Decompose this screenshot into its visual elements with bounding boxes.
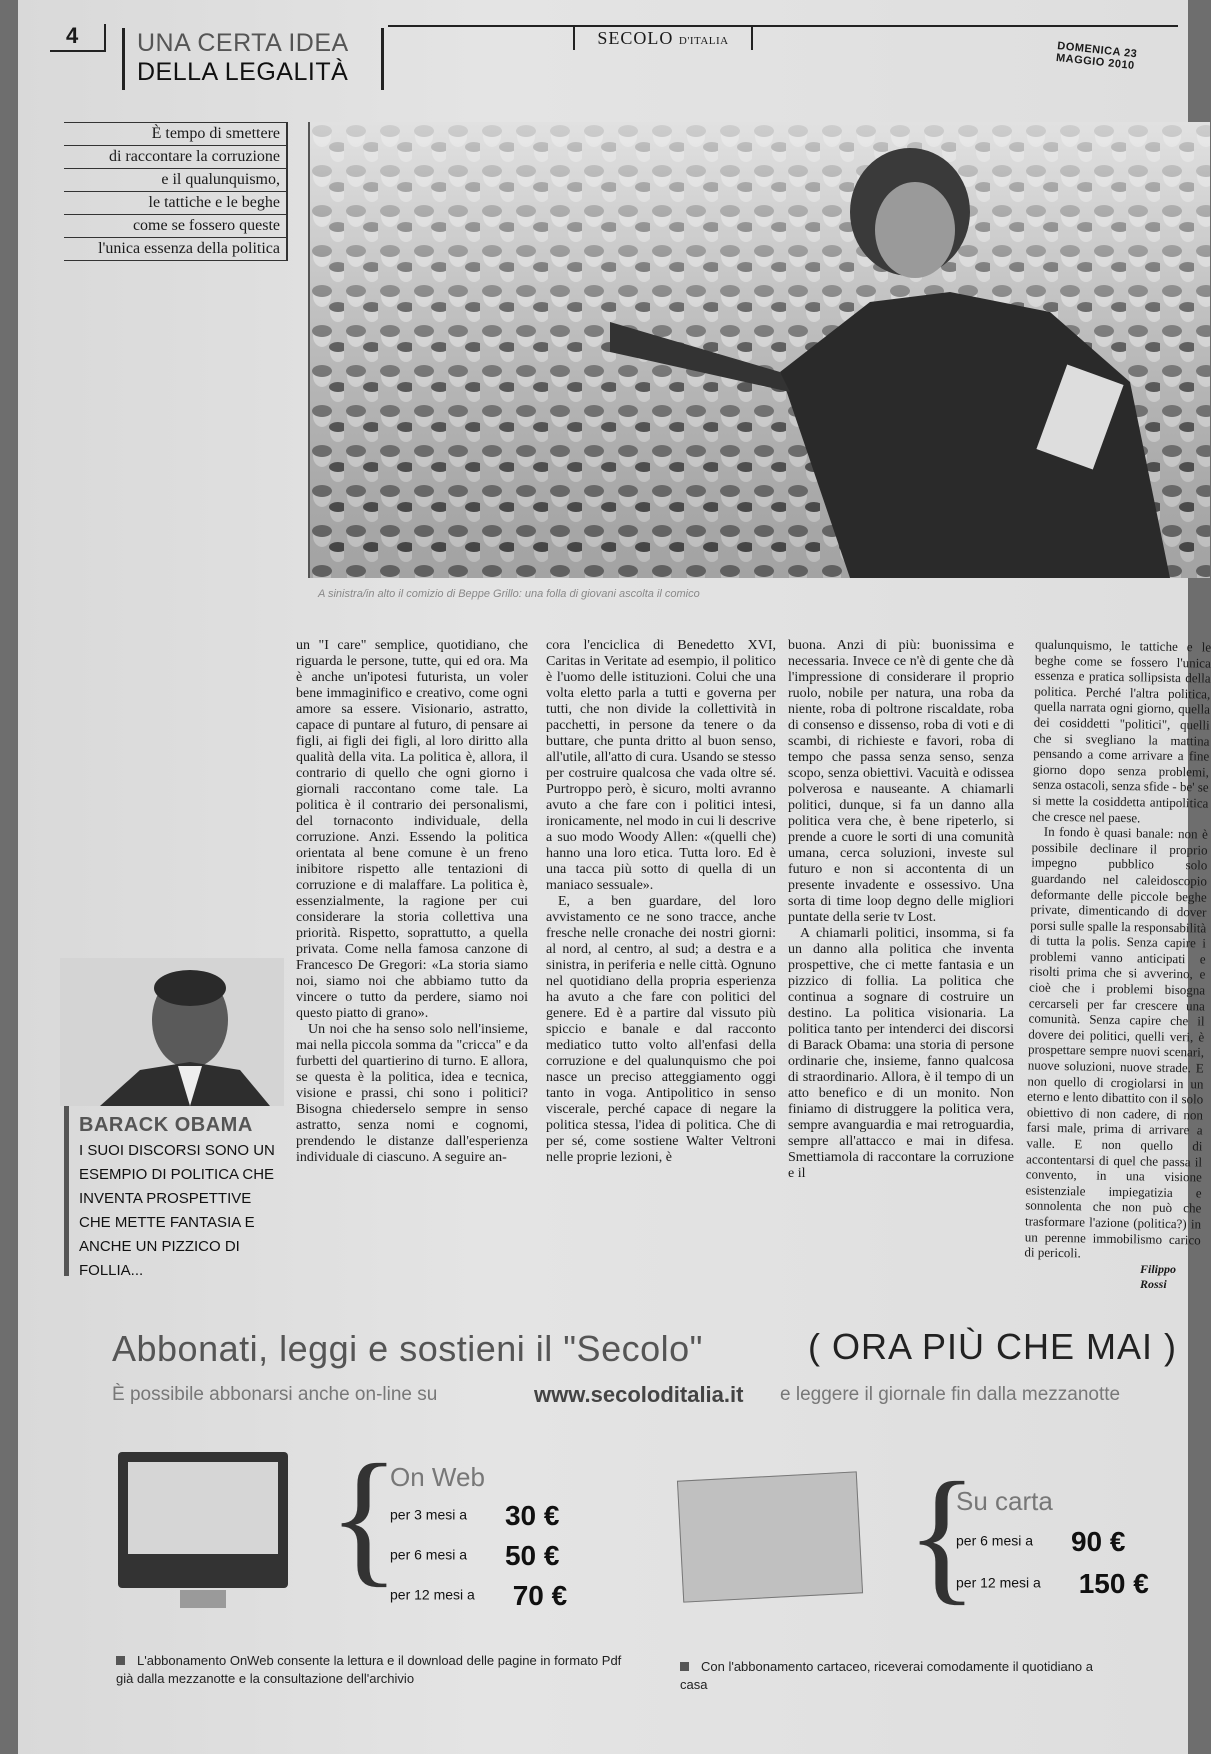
price-value: 90 € — [1070, 1526, 1126, 1557]
monitor-stand-icon — [180, 1590, 226, 1608]
monitor-icon — [118, 1452, 288, 1588]
ad-title: Abbonati, leggi e sostieni il "Secolo" — [112, 1328, 703, 1369]
article-paragraph: cora l'enciclica di Benedetto XVI, Caritas in Veritate ad esempio, il politico è l'uomo delle istituzioni. Colui che una volta eletto parla a tutti e governa per tutti, che non divide la collettività in pacchetti, in persone da tenere o da buttare, che punta dritto al buon senso, all'utile, all'atto di cura. Usando se stesso per costruire qualcosa che vada oltre sé. Purtroppo però, è sicuro, molti avranno avuto a che fare con i politici intesi, ironicamente, nel modo in cui li descrive a suo modo Woody Allen: «(quelli che) hanno una loro etica. Tutta loro. Ed è una tacca più sotto di quella di un maniaco sessuale». — [546, 638, 776, 893]
article-column-4 — [1024, 636, 1211, 1261]
section-title — [122, 28, 384, 90]
paper-price-row — [956, 1526, 1125, 1558]
article-paragraph: A chiamarli politici, insomma, si fa un danno alla politica che inventa prospettive, che ci mette fantasia e un pizzico di follia. La politica che continua a sognare di costruire un destino. La politica visionaria. La politica tanto per intenderci dei discorsi di Barack Obama: una storia di persone ordinarie che, insieme, fanno qualcosa di straordinario. Allora, è il tempo di un atto benefico e di un monito. Non finiamo di distruggere la politica vera, sempre avanguardia e mai retroguardia, sempre all'attacco e mai in difesa. Smettiamola di raccontare la corruzione e il — [788, 926, 1014, 1181]
pullquote — [64, 122, 288, 261]
article-column-2 — [546, 638, 776, 1278]
obama-quote: I SUOI DISCORSI SONO UN ESEMPIO DI POLITICA CHE INVENTA PROSPETTIVE CHE METTE FANTASIA E ANCHE UN PIZZICO DI FOLLIA... — [79, 1142, 275, 1279]
web-plan-title: On Web — [390, 1462, 485, 1492]
paper-price-row — [956, 1568, 1149, 1600]
subscription-ad — [60, 1300, 1210, 1754]
monitor-screen — [128, 1462, 278, 1554]
article-paragraph: un "I care" semplice, quotidiano, che riguarda le persone, tutte, qui ed ora. Ma è anche un'ipotesi futurista, un voler bene immaginifico e creativo, come ogni amore sa essere. Visionario, astratto, capace di puntare al futuro, di pensare ai figli, ai figli dei figli, al loro diritto alla qualità della vita. La politica è, allora, il contrario di quello che ogni giorno i giornali raccontano come tale. La politica è il contrario dei personalismi, del tornaconto individuale, della corruzione. Anzi. Essendo la politica orientata al bene comune è un freno inibitore rispetto alle tentazioni di corruzione e di malaffare. La politica è, essenzialmente, la ragione per cui considerare la storia collettiva una priorità. Rispetto, soprattutto, a quella privata. Come nella famosa canzone di Francesco De Gregori: «La storia siamo noi, siamo noi che abbiamo tutto da vincere o tutto da perdere, siamo noi questo piatto di grano». — [296, 638, 528, 1021]
crowd-photo-illustration — [310, 122, 1210, 578]
pullquote-line: come se fossero queste — [64, 215, 288, 238]
web-price-row — [390, 1540, 559, 1572]
price-value: 30 € — [504, 1500, 560, 1531]
section-title-line2: DELLA LEGALITÀ — [137, 58, 349, 86]
web-price-row — [390, 1500, 559, 1532]
pullquote-line: di raccontare la corruzione — [64, 146, 288, 169]
masthead-suffix: D'ITALIA — [678, 35, 729, 47]
web-note — [116, 1652, 636, 1688]
price-label: per 12 mesi a — [390, 1586, 475, 1603]
bullet-square-icon — [680, 1662, 689, 1671]
bullet-square-icon — [116, 1656, 125, 1665]
paper-note — [680, 1658, 1100, 1694]
article-paragraph: In fondo è quasi banale: non è possibile declinare il proprio impegno pubblico solo guardando nel caleidoscopio deformante delle piccole beghe private, dimenticando di dover porsi sulle spalle la responsabilità di tutta la polis. Senza capire i problemi vanno anticipati e risolti prima che si avverino, e cioè che i problemi bisogna cercarseli per far crescere una comunità. Senza capire che il dovere dei politici, quelli veri, è prospettare sempre nuovi scenari, nuove soluzioni, nuove strade. E non quello di crogiolarsi in un eterno e lento dibattito con il solo obiettivo di non cadere, di non farsi male, prima di arrivare a valle. E non quello di accontentarsi di quel che passa il convento, in una visione esistenziale impiegatizia e sonnolenta che non può che trasformare l'azione (politica?) in un perenne immobilismo carico di pericoli. — [1024, 823, 1208, 1261]
ad-highlight: ( ORA PIÙ CHE MAI ) — [808, 1326, 1178, 1367]
brace-icon: { — [906, 1452, 978, 1618]
pullquote-line: le tattiche e le beghe — [64, 192, 288, 215]
masthead-name: SECOLO — [597, 28, 674, 48]
pullquote-line: l'unica essenza della politica — [64, 238, 288, 261]
header-rule — [388, 25, 1178, 27]
web-price-row — [390, 1580, 567, 1612]
ad-url-link[interactable]: www.secoloditalia.it — [534, 1382, 744, 1407]
pullquote-line: È tempo di smettere — [64, 122, 288, 146]
author-signature: Filippo Rossi — [1140, 1262, 1177, 1291]
price-label: per 6 mesi a — [956, 1532, 1034, 1549]
masthead — [573, 26, 753, 50]
paper-note-text: Con l'abbonamento cartaceo, riceverai comodamente il quotidiano a casa — [680, 1659, 1093, 1692]
section-title-line1: UNA CERTA IDEA — [137, 29, 349, 57]
article-column-3 — [788, 638, 1014, 1278]
ad-subtitle-end: e leggere il giornale fin dalla mezzanotte — [780, 1384, 1121, 1405]
newspaper-image — [677, 1471, 863, 1602]
price-label: per 12 mesi a — [956, 1574, 1041, 1591]
article-paragraph: buona. Anzi di più: buonissima e necessaria. Invece ce n'è di gente che dà l'impressione di considerare il proprio ruolo, nobile per natura, una roba da niente, roba di poltrone riscaldate, roba di consenso e dissenso, roba di voti e di scambi, di richieste e favori, roba di tempo che passa senza senso, senza scopo, senza obiettivi. Vacuità e odissea polverosa e nauseante. A chiamarli politici, dunque, si fa un danno alla politica vera che, è bene ripeterlo, si prende a cuore le sorti di una comunità umana, cerca soluzioni, investe sul futuro e non si accontenta di un presente invadente e ossessivo. Una sorta di time loop degno delle migliori puntate della serie tv Lost. — [788, 638, 1014, 925]
obama-name: BARACK OBAMA — [79, 1114, 253, 1136]
issue-date: DOMENICA 23 MAGGIO 2010 — [1055, 40, 1138, 73]
web-note-text: L'abbonamento OnWeb consente la lettura e il download delle pagine in formato Pdf già dalla mezzanotte e la consultazione dell'archivio — [116, 1653, 622, 1686]
article-paragraph: qualunquismo, le tattiche e le beghe come se fossero l'unica essenza e pratica sollipsista della politica. Perché l'altra politica, quella narrata ogni giorno, quella dei cosiddetti "politici", quelli che si svegliano la mattina pensando a come arrivare a fine giorno dopo senza problemi, senza ostacoli, senza sfide - be' se si mette la cosiddetta antipolitica che cresce nel paese. — [1031, 636, 1211, 825]
article-paragraph: Un noi che ha senso solo nell'insieme, mai nella piccola somma da "cricca" e da furbetti del quartierino di turno. E allora, se questa è la politica, idea e tecnica, visione e prassi, chi sono i politici? Bisogna chiederselo sempre in senso astratto, senza nomi e cognomi, prendendo le distanze dall'esperienza individuale di ciascuno. A seguire an- — [296, 1022, 528, 1165]
price-value: 50 € — [504, 1540, 560, 1571]
article-column-1 — [296, 638, 528, 1278]
brace-icon: { — [328, 1434, 400, 1600]
obama-photo — [60, 958, 284, 1106]
newspaper-page — [18, 0, 1211, 1754]
price-label: per 3 mesi a — [390, 1506, 468, 1523]
page-number: 4 — [50, 24, 106, 52]
article-paragraph: E, a ben guardare, del loro avvistamento ce ne sono tracce, anche fresche nelle cronache dei nostri giorni: al nord, al centro, al sud; a destra e a sinistra, in periferia e nelle città. Ognuno nel quotidiano della propria esperienza ha avuto a che fare con politici del genere. Ed è a partire dal vissuto più spiccio e banale e dal racconto mediatico tutto volto all'enfasi della corruzione e del qualunquismo che poi nasce un preciso atteggiamento oggi tanto in voga. Antipolitico in senso viscerale, perché capace di negare la politica stessa, l'idea di politica. Che di per sé, come sostiene Walter Veltroni nelle proprie lezioni, è — [546, 894, 776, 1165]
obama-sidebar — [64, 1106, 284, 1279]
price-value: 70 € — [512, 1580, 568, 1611]
pullquote-line: e il qualunquismo, — [64, 169, 288, 192]
main-photo — [308, 122, 1208, 578]
obama-portrait — [60, 958, 284, 1106]
price-value: 150 € — [1078, 1568, 1149, 1599]
photo-caption: A sinistra/in alto il comizio di Beppe Grillo: una folla di giovani ascolta il comico — [318, 588, 700, 600]
paper-plan-title: Su carta — [956, 1486, 1053, 1516]
ad-subtitle: È possibile abbonarsi anche on-line su — [112, 1384, 438, 1405]
price-label: per 6 mesi a — [390, 1546, 468, 1563]
